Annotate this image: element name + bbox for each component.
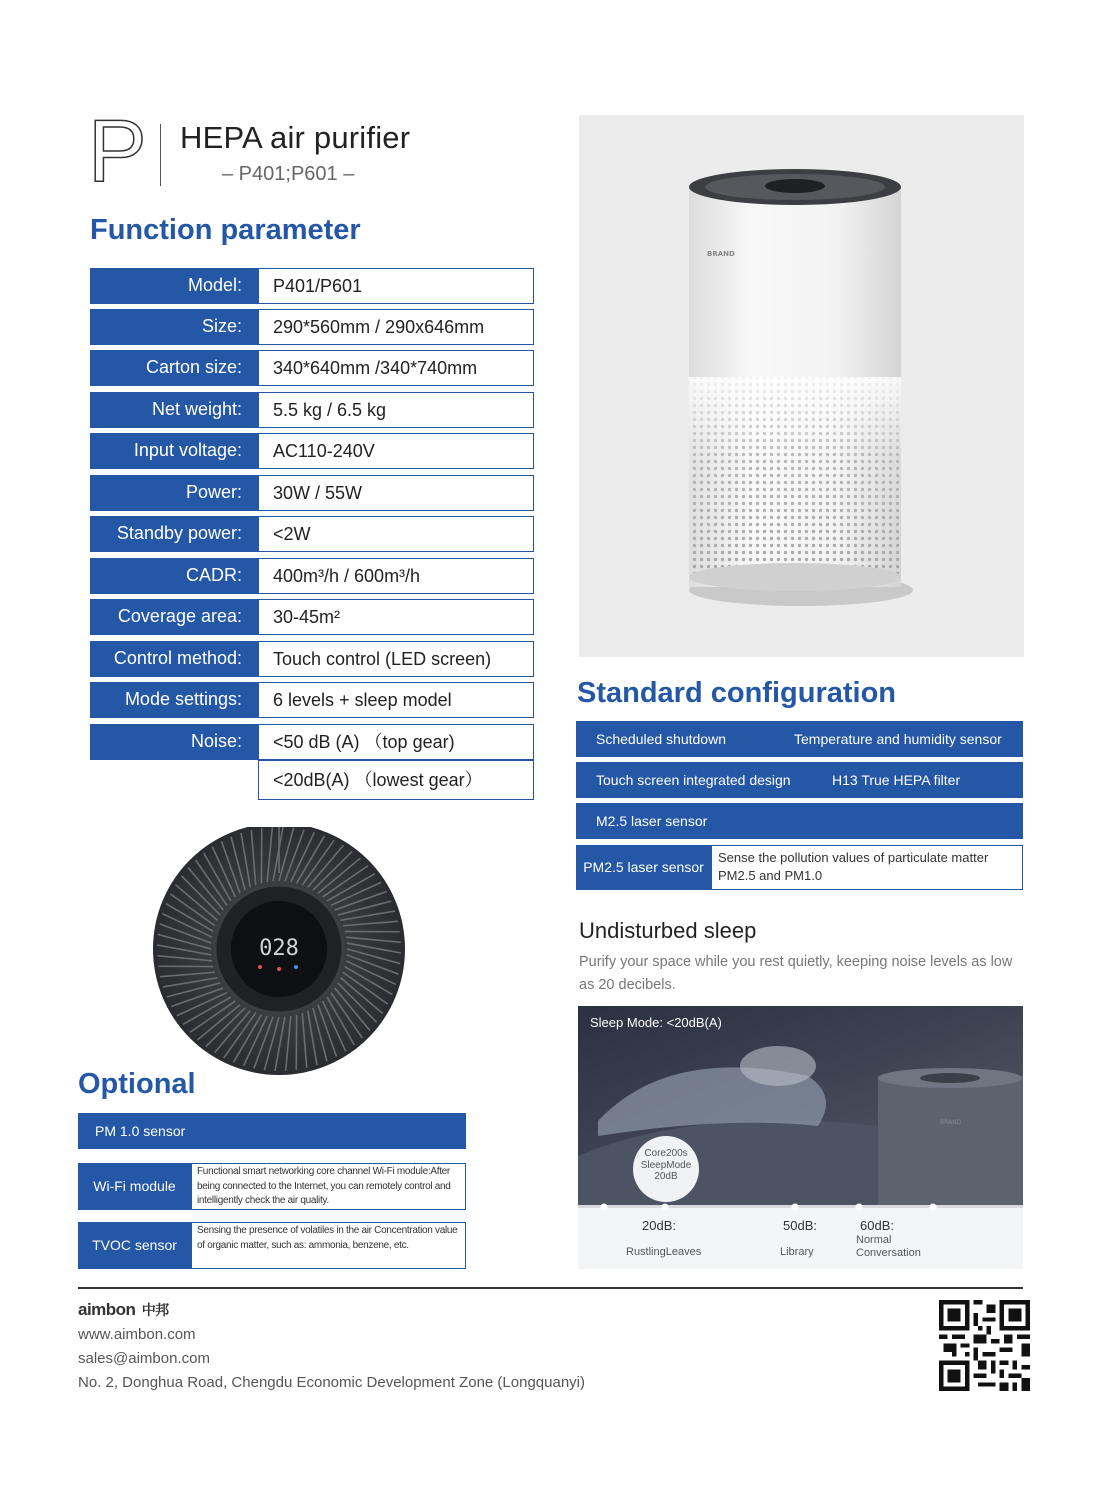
optional-heading: Optional xyxy=(78,1068,196,1100)
company-logo xyxy=(78,1300,169,1320)
spec-row-mode-settings xyxy=(90,682,534,718)
footer-divider xyxy=(78,1287,1023,1289)
config-item-touch-screen: Touch screen integrated design xyxy=(596,772,791,788)
spec-value: P401/P601 xyxy=(258,268,534,304)
optional-label-tvoc: TVOC sensor xyxy=(78,1222,191,1269)
config-item-m25-laser-sensor: M2.5 laser sensor xyxy=(596,813,708,829)
spec-value: <20dB(A) （lowest gear） xyxy=(258,760,534,800)
config-row-3 xyxy=(576,803,1023,839)
air-purifier-tower-illustration xyxy=(579,115,1024,657)
spec-row-power xyxy=(90,475,534,511)
optional-row-tvoc xyxy=(78,1222,466,1269)
header-divider xyxy=(160,124,161,186)
page-title: HEPA air purifier xyxy=(180,120,411,155)
sleep-mode-bubble xyxy=(633,1136,699,1202)
scale-60db-desc-line2: Conversation xyxy=(856,1246,921,1259)
config-item-scheduled-shutdown: Scheduled shutdown xyxy=(596,731,726,747)
scale-60db-desc-line1: Normal xyxy=(856,1234,892,1246)
scale-marker xyxy=(601,1204,608,1211)
scale-20db-desc: RustlingLeaves xyxy=(626,1246,702,1258)
spec-row-noise-extra xyxy=(90,760,534,800)
spec-row-size xyxy=(90,309,534,345)
config-item-temp-humidity-sensor: Temperature and humidity sensor xyxy=(794,731,1002,747)
function-parameter-heading: Function parameter xyxy=(90,214,361,246)
company-email[interactable]: sales@aimbon.com xyxy=(78,1350,210,1367)
product-image-top-view xyxy=(150,827,408,1075)
optional-row-pm10: PM 1.0 sensor xyxy=(78,1113,466,1149)
optional-desc-wifi: Functional smart networking core channel Wi-Fi module:After being connected to the Internet, you can remotely control and intelligently check the air quality. xyxy=(191,1163,466,1210)
scale-60db-value: 60dB: xyxy=(860,1218,894,1233)
scale-marker xyxy=(792,1204,799,1211)
spec-label: Input voltage: xyxy=(90,433,258,469)
config-row-2 xyxy=(576,762,1023,798)
spec-row-standby-power xyxy=(90,516,534,552)
scale-50db-value: 50dB: xyxy=(783,1218,817,1233)
spec-label: Control method: xyxy=(90,641,258,677)
spec-value: 30-45m² xyxy=(258,599,534,635)
spec-row-coverage-area xyxy=(90,599,534,635)
spec-label: Mode settings: xyxy=(90,682,258,718)
spec-value: 30W / 55W xyxy=(258,475,534,511)
company-website[interactable]: www.aimbon.com xyxy=(78,1326,196,1343)
spec-value: 6 levels + sleep model xyxy=(258,682,534,718)
config-item-pm25-description: Sense the pollution values of particulate matter PM2.5 and PM1.0 xyxy=(711,845,1023,890)
spec-label: Model: xyxy=(90,268,258,304)
device-brand-label: BRAND xyxy=(940,1119,962,1126)
bubble-line-2: SleepMode xyxy=(640,1159,692,1171)
spec-value: <50 dB (A) （top gear) xyxy=(258,724,534,760)
company-logo-latin: aimbon xyxy=(78,1300,136,1319)
spec-row-noise xyxy=(90,724,534,760)
spec-row-net-weight xyxy=(90,392,534,428)
spec-label: Carton size: xyxy=(90,350,258,386)
spec-value: 5.5 kg / 6.5 kg xyxy=(258,392,534,428)
sleep-mode-overlay-label: Sleep Mode: <20dB(A) xyxy=(590,1015,722,1030)
bedroom-photo xyxy=(578,1006,1023,1208)
sleep-description: Purify your space while you rest quietly, keeping noise levels as low as 20 decibels. xyxy=(579,954,1013,993)
brand-letter-logo: P xyxy=(88,101,147,200)
spec-label: Size: xyxy=(90,309,258,345)
spec-value: 340*640mm /340*740mm xyxy=(258,350,534,386)
air-purifier-top-illustration xyxy=(150,827,408,1075)
spec-label: Standby power: xyxy=(90,516,258,552)
company-logo-cn: 中邦 xyxy=(141,1302,169,1318)
spec-label: Power: xyxy=(90,475,258,511)
spec-label: CADR: xyxy=(90,558,258,594)
spec-row-control-method xyxy=(90,641,534,677)
config-item-pm25-laser-sensor: PM2.5 laser sensor xyxy=(576,845,711,890)
bubble-line-1: Core200s xyxy=(644,1148,688,1159)
config-item-hepa-filter: H13 True HEPA filter xyxy=(832,772,961,788)
company-address: No. 2, Donghua Road, Chengdu Economic Development Zone (Longquanyi) xyxy=(78,1374,585,1391)
config-row-1 xyxy=(576,721,1023,757)
noise-scale-markers xyxy=(578,1201,1023,1213)
front-panel-brand: BRAND xyxy=(707,250,735,258)
spec-label: Noise: xyxy=(90,724,258,760)
spec-row-carton-size xyxy=(90,350,534,386)
qr-code-icon xyxy=(939,1300,1030,1391)
scale-50db-desc: Library xyxy=(780,1246,814,1258)
sleep-title: Undisturbed sleep xyxy=(579,918,757,943)
model-subtitle: – P401;P601 – xyxy=(222,163,355,185)
config-row-4 xyxy=(576,845,1023,890)
scale-60db-desc xyxy=(856,1234,921,1259)
spec-value: Touch control (LED screen) xyxy=(258,641,534,677)
scale-marker xyxy=(930,1204,937,1211)
spec-value: 400m³/h / 600m³/h xyxy=(258,558,534,594)
spec-label: Net weight: xyxy=(90,392,258,428)
product-image-tower xyxy=(579,115,1024,657)
optional-label-wifi: Wi-Fi module xyxy=(78,1163,191,1210)
bubble-line-3: 20dB xyxy=(654,1171,678,1182)
spec-row-input-voltage xyxy=(90,433,534,469)
spec-row-model xyxy=(90,268,534,304)
optional-desc-tvoc: Sensing the presence of volatiles in the air Concentration value of organic matter, such as: ammonia, benzene, etc. xyxy=(191,1222,466,1269)
spec-value: AC110-240V xyxy=(258,433,534,469)
scale-20db-value: 20dB: xyxy=(642,1218,676,1233)
spec-label: Coverage area: xyxy=(90,599,258,635)
spec-value: <2W xyxy=(258,516,534,552)
optional-row-wifi xyxy=(78,1163,466,1210)
scale-marker xyxy=(856,1204,863,1211)
spec-row-cadr xyxy=(90,558,534,594)
top-display-readout: 028 xyxy=(259,936,299,961)
sleep-mode-panel xyxy=(578,1006,1023,1269)
scale-marker xyxy=(662,1204,669,1211)
spec-value: 290*560mm / 290x646mm xyxy=(258,309,534,345)
standard-configuration-heading: Standard configuration xyxy=(577,677,896,709)
